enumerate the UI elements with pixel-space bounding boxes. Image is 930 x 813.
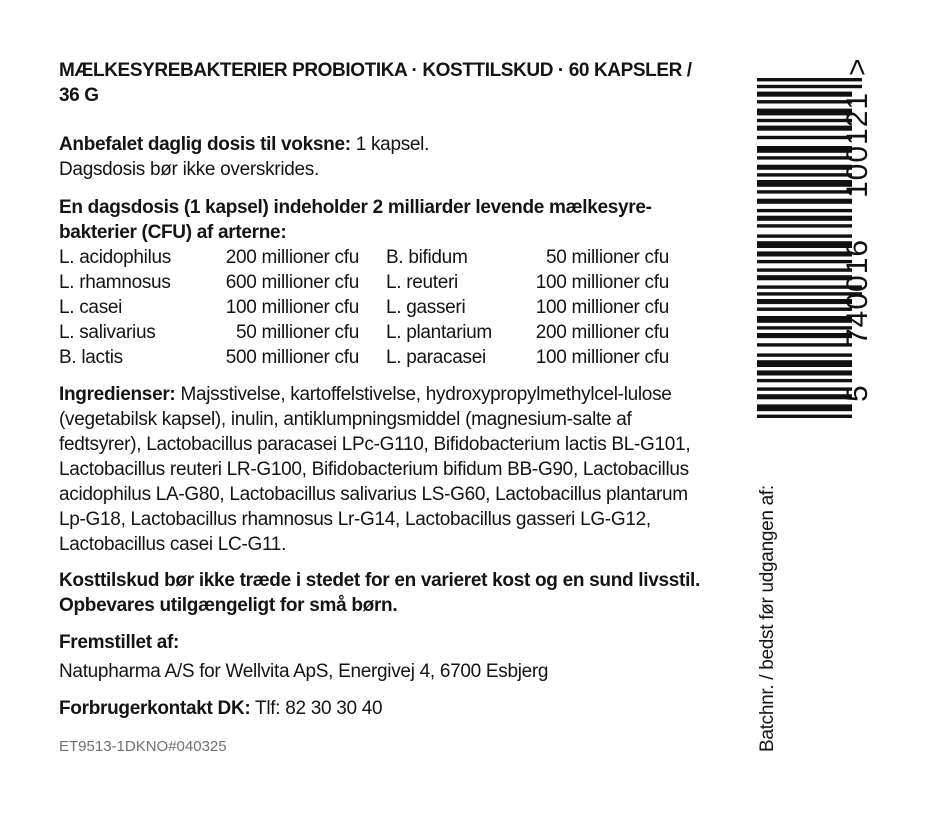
ingredients-text: Majsstivelse, kartoffelstivelse, hydroxypropylmethylcel-lulose (vegetabilsk kapsel), inulin, antiklumpningsmiddel (magnesium-salte af fedtsyrer), Lactobacillus paracasei LPc-G110, Bifidobacterium lactis BL-G101, Lactobacillus reuteri LR-G100, Bifidobacterium bifidum BB-G90, Lactobacillus acidophilus LA-G80, Lactobacillus salivarius LS-G60, Lactobacillus plantarum Lp-G18, Lactobacillus rhamnosus Lr-G14, Lactobacillus gasseri LG-G12, Lactobacillus casei LC-G11. bbox=[59, 384, 691, 555]
cfu-row bbox=[59, 270, 709, 295]
barcode-bar bbox=[757, 190, 852, 193]
strain-count-left: 200 millioner cfu bbox=[225, 247, 359, 268]
barcode-bar bbox=[757, 146, 852, 153]
cfu-table bbox=[59, 245, 709, 370]
cfu-row bbox=[59, 345, 709, 370]
contact-value: Tlf: 82 30 30 40 bbox=[255, 698, 383, 719]
barcode-bar bbox=[757, 180, 852, 187]
barcode-bar bbox=[757, 165, 852, 170]
maker-text: Natupharma A/S for Wellvita ApS, Energivej 4, 6700 Esbjerg bbox=[59, 661, 549, 682]
dose-value: 1 kapsel. bbox=[355, 134, 430, 155]
product-code: ET9513-1DKNO#040325 bbox=[59, 738, 227, 755]
barcode-bar bbox=[757, 299, 852, 304]
barcode-bar bbox=[757, 173, 852, 176]
barcode-bar bbox=[757, 415, 852, 418]
cfu-row bbox=[59, 295, 709, 320]
strain-count-right: 100 millioner cfu bbox=[535, 272, 669, 293]
barcode bbox=[740, 40, 890, 420]
barcode-bar bbox=[757, 78, 862, 81]
barcode-bar bbox=[757, 156, 852, 159]
strain-name-left: L. acidophilus bbox=[59, 247, 171, 268]
ingredients-label: Ingredienser: bbox=[59, 384, 176, 405]
strain-name-left: L. rhamnosus bbox=[59, 272, 171, 293]
barcode-bar bbox=[757, 268, 852, 271]
strain-count-left: 50 millioner cfu bbox=[236, 322, 359, 343]
strain-count-right: 100 millioner cfu bbox=[535, 347, 669, 368]
barcode-bar bbox=[757, 394, 852, 399]
barcode-digit-first: 5 bbox=[841, 385, 874, 402]
strain-name-left: B. lactis bbox=[59, 347, 123, 368]
strain-count-right: 100 millioner cfu bbox=[535, 297, 669, 318]
barcode-bar bbox=[757, 360, 852, 367]
strain-count-left: 100 millioner cfu bbox=[225, 297, 359, 318]
barcode-bar bbox=[757, 333, 852, 338]
barcode-bar bbox=[757, 404, 852, 411]
maker-label: Fremstillet af: bbox=[59, 632, 180, 653]
label-text-column bbox=[59, 58, 709, 755]
barcode-bar bbox=[757, 109, 852, 116]
strain-name-right: L. reuteri bbox=[386, 272, 458, 293]
cfu-row bbox=[59, 245, 709, 270]
barcode-digits-right: 100121 bbox=[841, 91, 874, 198]
barcode-bar bbox=[757, 216, 852, 221]
strain-count-right: 50 millioner cfu bbox=[546, 247, 669, 268]
barcode-bar bbox=[757, 119, 852, 122]
barcode-bar bbox=[757, 234, 852, 237]
column-gap bbox=[359, 270, 386, 295]
product-title: MÆLKESYREBAKTERIER PROBIOTIKA · KOSTTILSKUD · 60 KAPSLER / 36 G bbox=[59, 60, 692, 106]
strain-name-right: L. gasseri bbox=[386, 297, 466, 318]
dose-label: Anbefalet daglig dosis til voksne: bbox=[59, 134, 351, 155]
barcode-marker: > bbox=[841, 58, 874, 76]
cfu-section bbox=[59, 195, 709, 370]
barcode-bar bbox=[757, 251, 852, 256]
strain-count-left: 600 millioner cfu bbox=[225, 272, 359, 293]
strain-name-left: L. salivarius bbox=[59, 322, 156, 343]
strain-name-right: L. paracasei bbox=[386, 347, 486, 368]
barcode-bar bbox=[757, 370, 852, 375]
barcode-bar bbox=[757, 275, 852, 280]
column-gap bbox=[359, 245, 386, 270]
barcode-bar bbox=[757, 308, 852, 311]
barcode-bar bbox=[757, 387, 852, 390]
strain-name-left: L. casei bbox=[59, 297, 123, 318]
cfu-heading: En dagsdosis (1 kapsel) indeholder 2 milliarder levende mælkesyre-bakterier (CFU) af arterne: bbox=[59, 197, 652, 243]
barcode-digits-left: 740016 bbox=[841, 238, 874, 345]
column-gap bbox=[359, 295, 386, 320]
barcode-bar bbox=[757, 343, 852, 346]
barcode-bar bbox=[757, 353, 852, 356]
dose-note: Dagsdosis bør ikke overskrides. bbox=[59, 159, 319, 180]
ingredients-section bbox=[59, 382, 709, 557]
contact-section bbox=[59, 696, 382, 721]
barcode-bar bbox=[757, 92, 852, 97]
barcode-bar bbox=[757, 199, 852, 204]
strain-name-right: L. plantarium bbox=[386, 322, 492, 343]
barcode-bar bbox=[757, 100, 852, 103]
cfu-row bbox=[59, 320, 709, 345]
barcode-bar bbox=[757, 224, 852, 227]
barcode-bar bbox=[757, 136, 852, 139]
column-gap bbox=[359, 345, 386, 370]
barcode-bar bbox=[757, 241, 852, 248]
barcode-bar bbox=[757, 326, 852, 329]
barcode-bar bbox=[757, 316, 852, 323]
strain-count-left: 500 millioner cfu bbox=[225, 347, 359, 368]
barcode-graphic bbox=[740, 40, 890, 420]
barcode-bar bbox=[757, 209, 852, 212]
barcode-bar bbox=[757, 260, 852, 263]
barcode-bar bbox=[757, 126, 852, 131]
batch-label: Batchnr. / bedst før udgangen af: bbox=[757, 485, 778, 752]
barcode-bar bbox=[757, 85, 862, 88]
strain-count-right: 200 millioner cfu bbox=[535, 322, 669, 343]
contact-label: Forbrugerkontakt DK: bbox=[59, 698, 251, 719]
barcode-bar bbox=[757, 379, 852, 382]
dose-section bbox=[59, 132, 709, 182]
warning-text: Kosttilskud bør ikke træde i stedet for en varieret kost og en sund livsstil. Opbevares utilgængeligt for små børn. bbox=[59, 570, 701, 616]
strain-name-right: B. bifidum bbox=[386, 247, 468, 268]
column-gap bbox=[359, 320, 386, 345]
